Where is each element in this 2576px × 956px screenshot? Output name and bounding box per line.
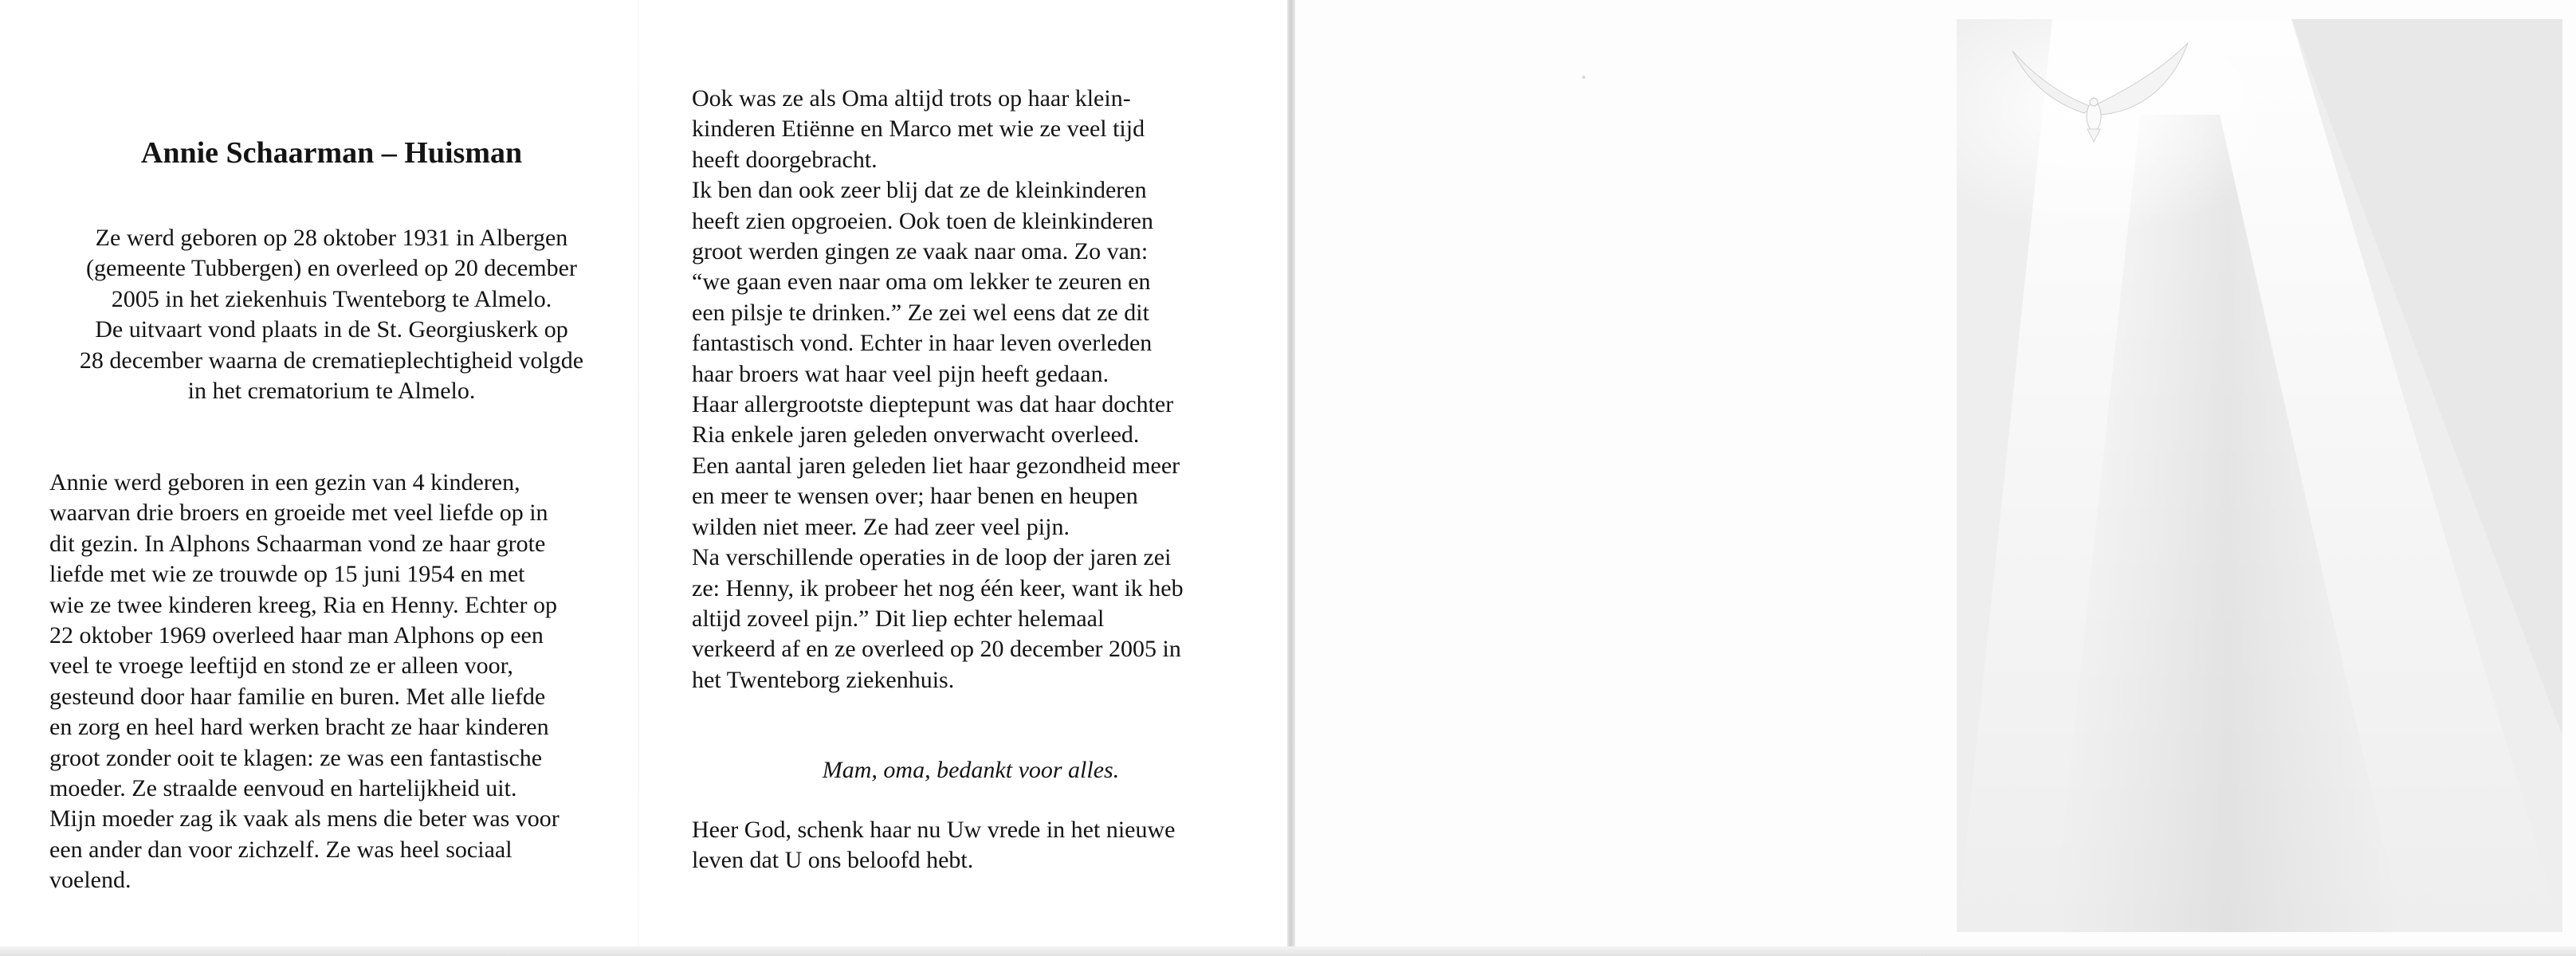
text-line: kinderen Etiënne en Marco met wie ze veel tijd xyxy=(692,116,1145,143)
bio-line: moeder. Ze straalde eenvoud en hartelijkheid uit. xyxy=(49,775,517,802)
intro-line: De uitvaart vond plaats in de St. Georgiuskerk op xyxy=(95,316,568,343)
text-line: Ik ben dan ook zeer blij dat ze de kleinkinderen xyxy=(692,177,1147,204)
text-line: heeft doorgebracht. xyxy=(692,146,878,173)
bio-line: voelend. xyxy=(49,867,132,894)
dove-photograph xyxy=(1957,19,2562,932)
text-line: fantastisch vond. Echter in haar leven overleden xyxy=(692,330,1153,357)
bio-line: groot zonder ooit te klagen: ze was een fantastische xyxy=(49,744,543,771)
text-line: Haar allergrootste dieptepunt was dat haar dochter xyxy=(692,391,1174,418)
text-line: Een aantal jaren geleden liet haar gezondheid meer xyxy=(692,452,1180,479)
text-line: “we gaan even naar oma om lekker te zeuren en xyxy=(692,268,1151,296)
text-line: Ria enkele jaren geleden onverwacht overleed. xyxy=(692,421,1140,449)
light-rays-graphic xyxy=(1957,19,2562,932)
bio-line: wie ze twee kinderen kreeg, Ria en Henny. Echter op xyxy=(49,591,557,618)
bio-line: dit gezin. In Alphons Schaarman vond ze haar grote xyxy=(49,530,546,557)
bio-line: gesteund door haar familie en buren. Met alle liefde xyxy=(49,683,546,710)
text-line: het Twenteborg ziekenhuis. xyxy=(692,666,955,693)
intro-paragraph xyxy=(32,223,631,406)
bio-line: en zorg en heel hard werken bracht ze haar kinderen xyxy=(49,714,549,741)
bio-line: waarvan drie broers en groeide met veel liefde op in xyxy=(49,500,548,527)
bio-line: 22 oktober 1969 overleed haar man Alphons op een xyxy=(49,622,544,649)
prayer-paragraph xyxy=(692,815,1266,876)
closing-thanks: Mam, oma, bedankt voor alles. xyxy=(822,757,1120,783)
text-line: wilden niet meer. Ze had zeer veel pijn. xyxy=(692,513,1070,540)
intro-line: 2005 in het ziekenhuis Twenteborg te Almelo. xyxy=(111,285,552,312)
bio-line: Annie werd geboren in een gezin van 4 kinderen, xyxy=(49,469,520,496)
deceased-name-title: Annie Schaarman – Huisman xyxy=(140,136,523,170)
bio-line: een ander dan voor zichzelf. Ze was heel sociaal xyxy=(49,836,512,863)
text-line: en meer te wensen over; haar benen en heupen xyxy=(692,483,1138,510)
text-line: Na verschillende operaties in de loop der jaren zei xyxy=(692,544,1172,571)
biography-paragraph xyxy=(49,468,639,896)
text-line: haar broers wat haar veel pijn heeft gedaan. xyxy=(692,360,1109,387)
text-line: Ook was ze als Oma altijd trots op haar klein- xyxy=(692,85,1131,112)
paper-speck xyxy=(1582,76,1585,79)
intro-line: (gemeente Tubbergen) en overleed op 20 december xyxy=(86,255,577,282)
text-line: heeft zien opgroeien. Ook toen de kleinkinderen xyxy=(692,207,1153,234)
bio-line: liefde met wie ze trouwde op 15 juni 1954 en met xyxy=(49,561,525,588)
card-fold xyxy=(1287,0,1295,956)
intro-line: 28 december waarna de crematieplechtigheid volgde xyxy=(79,347,584,374)
text-line: verkeerd af en ze overleed op 20 december 2005 in xyxy=(692,636,1181,663)
grandchildren-paragraph xyxy=(692,84,1266,695)
card-bottom-edge xyxy=(0,946,2576,956)
intro-line: in het crematorium te Almelo. xyxy=(187,378,476,405)
prayer-line: Heer God, schenk haar nu Uw vrede in het nieuwe xyxy=(692,817,1176,843)
text-line: groot werden gingen ze vaak naar oma. Zo van: xyxy=(692,238,1149,265)
bio-line: Mijn moeder zag ik vaak als mens die beter was voor xyxy=(49,805,560,833)
text-line: ze: Henny, ik probeer het nog één keer, want ik heb xyxy=(692,574,1184,601)
prayer-line: leven dat U ons beloofd hebt. xyxy=(692,847,974,874)
intro-line: Ze werd geboren op 28 oktober 1931 in Albergen xyxy=(95,225,568,251)
bio-line: veel te vroege leeftijd en stond ze er alleen voor, xyxy=(49,652,513,680)
text-line: altijd zoveel pijn.” Dit liep echter helemaal xyxy=(692,605,1105,632)
text-line: een pilsje te drinken.” Ze zei wel eens dat ze dit xyxy=(692,299,1149,326)
